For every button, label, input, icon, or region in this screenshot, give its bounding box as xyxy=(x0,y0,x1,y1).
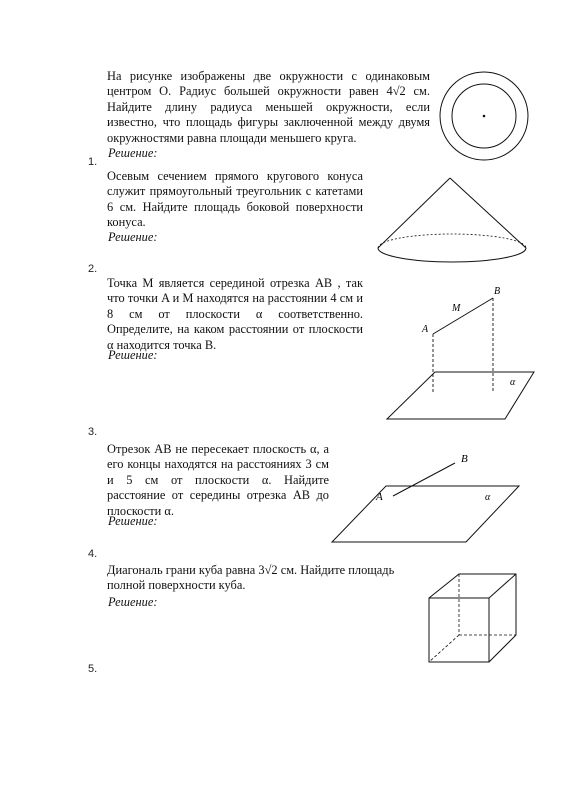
segment-plane-figure-4 xyxy=(330,448,520,546)
problem-number-1: 1. xyxy=(88,156,98,168)
problem-4-solution-label: Решение: xyxy=(108,514,158,528)
problem-1-text: На рисунке изображены две окружности с одинаковым центром O. Радиус большей окружности равен 4√2 см. Найдите длину радиуса меньшей окружности, если известно, что площадь фигуры заключенной между двумя окружностями равна площади меньшего круга. xyxy=(107,69,430,145)
label-b: B xyxy=(461,453,468,465)
problem-number-2: 2. xyxy=(88,263,98,275)
problem-3-text: Точка M является серединой отрезка AB , так что точки A и M находятся на расстоянии 4 см и 8 см от плоскости α соответственно. Определите, на каком расстоянии от плоскости α находится точка B. xyxy=(107,276,363,352)
concentric-circles-figure xyxy=(438,69,536,165)
label-alpha: α xyxy=(485,492,491,503)
plane-alpha xyxy=(332,486,519,542)
problem-5-text: Диагональ грани куба равна 3√2 см. Найдите площадь полной поверхности куба. xyxy=(107,563,395,593)
problem-4-text: Отрезок AB не пересекает плоскость α, а его концы находятся на расстояниях 3 см и 5 см от плоскости α. Найдите расстояние от середины отрезка AB до плоскости α. xyxy=(107,442,329,518)
problem-2-solution-label: Решение: xyxy=(108,230,158,244)
problem-2-text: Осевым сечением прямого кругового конуса служит прямоугольный треугольник с катетами 6 см. Найдите площадь боковой поверхности конуса. xyxy=(107,169,363,230)
cone-figure xyxy=(376,176,536,266)
cone-base-front xyxy=(378,248,526,262)
label-a: A xyxy=(376,491,383,503)
segment-ab xyxy=(393,463,455,496)
label-a: A xyxy=(422,324,429,335)
cube-top-right-edges xyxy=(429,574,516,662)
center-point xyxy=(483,115,486,118)
cone-left-generatrix xyxy=(378,178,450,248)
cone-right-generatrix xyxy=(450,178,526,248)
problem-3-solution-label: Решение: xyxy=(108,348,158,362)
cone-base-back xyxy=(378,234,526,248)
cube-figure xyxy=(426,571,520,665)
problem-5-solution-label: Решение: xyxy=(108,595,158,609)
problem-1-solution-label: Решение: xyxy=(108,146,158,160)
problem-number-4: 4. xyxy=(88,548,98,560)
label-m: M xyxy=(452,303,461,314)
segment-plane-figure-3 xyxy=(385,283,545,425)
problem-number-3: 3. xyxy=(88,426,98,438)
cube-hidden-edge-depth xyxy=(429,635,459,662)
segment-ab xyxy=(433,298,493,334)
label-alpha: α xyxy=(510,377,516,388)
label-b: B xyxy=(494,286,501,297)
problem-number-5: 5. xyxy=(88,663,98,675)
